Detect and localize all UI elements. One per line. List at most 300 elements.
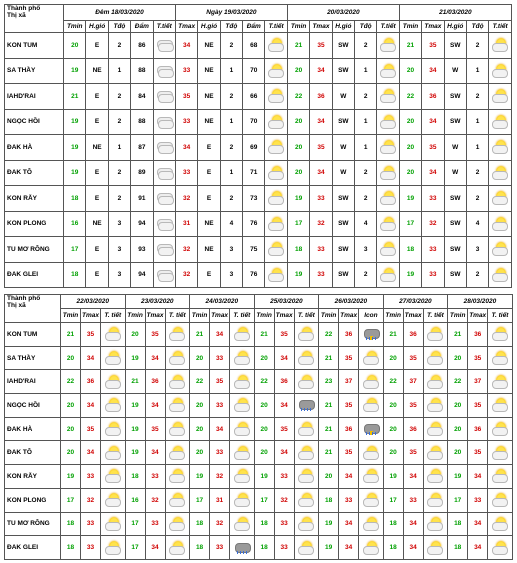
partly-cloudy-icon	[298, 540, 314, 554]
weather-cell	[165, 488, 190, 512]
date-header: 25/03/2020	[254, 295, 319, 309]
weather-cell	[230, 323, 255, 347]
min-temp-cell: 20	[61, 394, 81, 418]
date-header: 22/03/2020	[61, 295, 126, 309]
partly-cloudy-icon	[105, 350, 121, 364]
value-cell: 1	[355, 135, 377, 161]
weather-cell	[294, 488, 319, 512]
partly-cloudy-icon	[298, 350, 314, 364]
weather-cell	[359, 346, 384, 370]
min-temp-cell: 20	[61, 346, 81, 370]
partly-cloudy-icon	[363, 516, 379, 530]
value-cell: 84	[131, 84, 153, 110]
min-temp-cell: 18	[254, 512, 274, 536]
column-header: T. tiết	[230, 309, 255, 323]
column-header: T. tiết	[294, 309, 319, 323]
weather-cell	[423, 512, 448, 536]
partly-cloudy-icon	[169, 397, 185, 411]
value-cell: 71	[243, 160, 265, 186]
weather-cell	[265, 109, 287, 135]
max-temp-cell: 34	[145, 346, 165, 370]
partly-cloudy-icon	[427, 516, 443, 530]
cloudy-night-icon	[156, 37, 172, 51]
city-name: KON RẪY	[5, 465, 61, 489]
weather-cell	[230, 346, 255, 370]
max-temp-cell: 35	[210, 370, 230, 394]
max-temp-cell: 35	[468, 394, 488, 418]
value-cell: 20	[287, 109, 309, 135]
value-cell: 19	[287, 262, 309, 288]
table-row	[5, 135, 512, 161]
weather-cell	[101, 488, 126, 512]
value-cell: 33	[310, 262, 332, 288]
min-temp-cell: 22	[319, 323, 339, 347]
max-temp-cell: 37	[468, 370, 488, 394]
value-cell: 20	[287, 58, 309, 84]
min-temp-cell: 22	[254, 370, 274, 394]
max-temp-cell: 31	[210, 488, 230, 512]
weather-cell	[359, 512, 384, 536]
weather-cell	[488, 417, 513, 441]
max-temp-cell: 34	[210, 417, 230, 441]
weather-cell	[489, 84, 512, 110]
partly-cloudy-icon	[268, 88, 284, 102]
value-cell: W	[444, 135, 466, 161]
weather-cell	[488, 394, 513, 418]
min-temp-cell: 19	[61, 465, 81, 489]
max-temp-cell: 35	[339, 346, 359, 370]
value-cell: 17	[287, 211, 309, 237]
min-temp-cell: 18	[383, 512, 403, 536]
partly-cloudy-icon	[492, 139, 508, 153]
max-temp-cell: 35	[468, 346, 488, 370]
weather-cell	[265, 84, 287, 110]
city-name: TU MƠ RÔNG	[5, 512, 61, 536]
date-header: 23/03/2020	[125, 295, 190, 309]
column-header: Tmin	[319, 309, 339, 323]
value-cell: 20	[399, 109, 421, 135]
value-cell: 34	[175, 33, 197, 59]
value-cell: 18	[399, 237, 421, 263]
value-cell: 2	[108, 84, 130, 110]
max-temp-cell: 37	[339, 370, 359, 394]
value-cell: E	[86, 84, 108, 110]
city-name: TU MƠ RÔNG	[5, 237, 64, 263]
value-cell: 3	[355, 237, 377, 263]
min-temp-cell: 20	[190, 346, 210, 370]
column-header: T. tiết	[101, 309, 126, 323]
weather-cell	[153, 211, 175, 237]
cloudy-night-icon	[156, 114, 172, 128]
value-cell: W	[332, 84, 354, 110]
value-cell: 1	[466, 135, 488, 161]
partly-cloudy-icon	[492, 516, 508, 530]
max-temp-cell: 34	[274, 346, 294, 370]
partly-cloudy-icon	[268, 216, 284, 230]
min-temp-cell: 20	[319, 465, 339, 489]
min-temp-cell: 20	[383, 441, 403, 465]
min-temp-cell: 21	[319, 441, 339, 465]
partly-cloudy-icon	[363, 374, 379, 388]
weather-cell	[153, 186, 175, 212]
city-name: ĐAK TÔ	[5, 160, 64, 186]
weather-cell	[377, 211, 399, 237]
value-cell: NE	[198, 58, 220, 84]
value-cell: SW	[444, 84, 466, 110]
table-row	[5, 323, 513, 347]
value-cell: 36	[310, 84, 332, 110]
min-temp-cell: 20	[190, 441, 210, 465]
weather-cell	[488, 346, 513, 370]
min-temp-cell: 23	[319, 370, 339, 394]
weather-cell	[101, 346, 126, 370]
partly-cloudy-icon	[427, 468, 443, 482]
value-cell: SW	[332, 237, 354, 263]
city-name: KON TUM	[5, 33, 64, 59]
weather-cell	[153, 237, 175, 263]
max-temp-cell: 34	[339, 512, 359, 536]
value-cell: SW	[444, 262, 466, 288]
column-header: Tmin	[287, 21, 309, 33]
min-temp-cell: 22	[383, 370, 403, 394]
weather-cell	[377, 84, 399, 110]
city-name: ĐAK HÀ	[5, 135, 64, 161]
min-temp-cell: 19	[448, 465, 468, 489]
table-row	[5, 370, 513, 394]
partly-cloudy-icon	[380, 241, 396, 255]
value-cell: 4	[355, 211, 377, 237]
city-name: ĐAK TÔ	[5, 441, 61, 465]
column-header: Tmin	[254, 309, 274, 323]
column-header: Tmin	[190, 309, 210, 323]
partly-cloudy-icon	[268, 114, 284, 128]
value-cell: 19	[399, 262, 421, 288]
max-temp-cell: 34	[145, 536, 165, 560]
column-header: Tmax	[339, 309, 359, 323]
city-name: KON PLONG	[5, 488, 61, 512]
weather-cell	[101, 512, 126, 536]
max-temp-cell: 34	[145, 441, 165, 465]
min-temp-cell: 19	[125, 394, 145, 418]
column-header: Tmax	[468, 309, 488, 323]
period-header: 21/03/2020	[399, 5, 511, 21]
value-cell: E	[86, 237, 108, 263]
weather-cell	[153, 58, 175, 84]
value-cell: 19	[287, 186, 309, 212]
weather-cell	[101, 536, 126, 560]
weather-cell	[294, 394, 319, 418]
value-cell: 3	[108, 262, 130, 288]
weather-cell	[377, 58, 399, 84]
value-cell: 21	[399, 33, 421, 59]
min-temp-cell: 19	[383, 465, 403, 489]
partly-cloudy-icon	[298, 421, 314, 435]
min-temp-cell: 20	[254, 394, 274, 418]
partly-cloudy-icon	[268, 165, 284, 179]
value-cell: 1	[220, 160, 242, 186]
min-temp-cell: 19	[125, 346, 145, 370]
min-temp-cell: 22	[61, 370, 81, 394]
value-cell: 1	[220, 109, 242, 135]
max-temp-cell: 34	[403, 465, 423, 489]
weather-cell	[294, 441, 319, 465]
city-name: ĐAK HÀ	[5, 417, 61, 441]
value-cell: SW	[332, 262, 354, 288]
value-cell: 88	[131, 58, 153, 84]
partly-cloudy-icon	[169, 516, 185, 530]
weather-cell	[489, 211, 512, 237]
weather-cell	[265, 58, 287, 84]
weather-cell	[294, 323, 319, 347]
value-cell: 4	[220, 211, 242, 237]
city-name: ĐAK GLEI	[5, 262, 64, 288]
value-cell: 2	[220, 135, 242, 161]
partly-cloudy-icon	[427, 445, 443, 459]
max-temp-cell: 35	[403, 441, 423, 465]
weather-cell	[230, 465, 255, 489]
value-cell: NE	[86, 58, 108, 84]
max-temp-cell: 34	[403, 512, 423, 536]
min-temp-cell: 19	[319, 512, 339, 536]
weather-cell	[359, 488, 384, 512]
value-cell: 87	[131, 135, 153, 161]
partly-cloudy-icon	[380, 114, 396, 128]
city-name: IAHD'RAI	[5, 370, 61, 394]
partly-cloudy-icon	[427, 492, 443, 506]
weather-cell	[265, 135, 287, 161]
max-temp-cell: 34	[81, 441, 101, 465]
weather-cell	[165, 370, 190, 394]
partly-cloudy-icon	[298, 445, 314, 459]
value-cell: 2	[108, 186, 130, 212]
max-temp-cell: 34	[81, 394, 101, 418]
column-header: Đẩm	[243, 21, 265, 33]
partly-cloudy-icon	[298, 492, 314, 506]
table-row	[5, 465, 513, 489]
partly-cloudy-icon	[268, 190, 284, 204]
value-cell: 32	[422, 211, 444, 237]
value-cell: SW	[444, 109, 466, 135]
thunderstorm-icon	[363, 421, 379, 435]
table-row	[5, 109, 512, 135]
weather-cell	[488, 465, 513, 489]
value-cell: E	[198, 262, 220, 288]
weather-cell	[488, 536, 513, 560]
min-temp-cell: 20	[448, 394, 468, 418]
value-cell: 18	[287, 237, 309, 263]
min-temp-cell: 22	[448, 370, 468, 394]
partly-cloudy-icon	[169, 350, 185, 364]
column-header: Tđộ	[220, 21, 242, 33]
min-temp-cell: 19	[254, 465, 274, 489]
weather-cell	[165, 441, 190, 465]
weather-cell	[294, 465, 319, 489]
max-temp-cell: 33	[210, 346, 230, 370]
value-cell: 20	[287, 135, 309, 161]
cloudy-night-icon	[156, 190, 172, 204]
max-temp-cell: 35	[274, 417, 294, 441]
column-header: T. tiết	[488, 309, 513, 323]
partly-cloudy-icon	[427, 350, 443, 364]
weather-cell	[377, 262, 399, 288]
value-cell: 76	[243, 211, 265, 237]
value-cell: E	[198, 160, 220, 186]
min-temp-cell: 20	[190, 417, 210, 441]
weather-cell	[153, 109, 175, 135]
city-header: Thành phố Thị xã	[5, 295, 61, 323]
max-temp-cell: 34	[339, 465, 359, 489]
partly-cloudy-icon	[492, 190, 508, 204]
column-header: T.tiết	[265, 21, 287, 33]
column-header: Tmax	[403, 309, 423, 323]
value-cell: SW	[332, 33, 354, 59]
value-cell: SW	[332, 58, 354, 84]
value-cell: E	[86, 186, 108, 212]
weather-cell	[423, 536, 448, 560]
value-cell: 1	[466, 58, 488, 84]
min-temp-cell: 21	[319, 394, 339, 418]
date-header: 26/03/2020	[319, 295, 384, 309]
partly-cloudy-icon	[492, 374, 508, 388]
min-temp-cell: 20	[61, 417, 81, 441]
weather-cell	[423, 441, 448, 465]
max-temp-cell: 33	[274, 512, 294, 536]
value-cell: 3	[108, 237, 130, 263]
value-cell: NE	[86, 211, 108, 237]
column-header: Tmin	[61, 309, 81, 323]
min-temp-cell: 20	[448, 346, 468, 370]
min-temp-cell: 20	[448, 441, 468, 465]
min-temp-cell: 17	[254, 488, 274, 512]
partly-cloudy-icon	[492, 468, 508, 482]
weather-cell	[489, 135, 512, 161]
max-temp-cell: 32	[274, 488, 294, 512]
partly-cloudy-icon	[427, 421, 443, 435]
max-temp-cell: 37	[403, 370, 423, 394]
value-cell: 19	[399, 186, 421, 212]
partly-cloudy-icon	[169, 445, 185, 459]
value-cell: 1	[355, 109, 377, 135]
weather-cell	[489, 160, 512, 186]
min-temp-cell: 21	[448, 323, 468, 347]
weather-cell	[165, 536, 190, 560]
partly-cloudy-icon	[298, 516, 314, 530]
max-temp-cell: 36	[403, 323, 423, 347]
value-cell: 35	[310, 135, 332, 161]
value-cell: 32	[310, 211, 332, 237]
weather-cell	[423, 323, 448, 347]
period-header: Ngày 19/03/2020	[175, 5, 287, 21]
partly-cloudy-icon	[234, 492, 250, 506]
max-temp-cell: 36	[468, 323, 488, 347]
value-cell: 31	[175, 211, 197, 237]
value-cell: 2	[220, 186, 242, 212]
min-temp-cell: 20	[254, 441, 274, 465]
max-temp-cell: 34	[468, 536, 488, 560]
value-cell: W	[332, 160, 354, 186]
column-header: H.gió	[86, 21, 108, 33]
max-temp-cell: 33	[210, 536, 230, 560]
min-temp-cell: 17	[61, 488, 81, 512]
partly-cloudy-icon	[268, 267, 284, 281]
weather-cell	[359, 370, 384, 394]
partly-cloudy-icon	[380, 37, 396, 51]
max-temp-cell: 35	[81, 417, 101, 441]
date-header: 27/03/2020	[383, 295, 448, 309]
partly-cloudy-icon	[363, 540, 379, 554]
value-cell: 3	[220, 262, 242, 288]
period-header: Đêm 18/03/2020	[64, 5, 176, 21]
min-temp-cell: 21	[254, 323, 274, 347]
value-cell: 20	[287, 160, 309, 186]
weather-cell	[489, 58, 512, 84]
weather-cell	[489, 262, 512, 288]
table-row	[5, 58, 512, 84]
column-header: H.gió	[198, 21, 220, 33]
column-header: T.tiết	[153, 21, 175, 33]
value-cell: 19	[64, 58, 86, 84]
partly-cloudy-icon	[234, 397, 250, 411]
value-cell: SW	[444, 186, 466, 212]
weather-cell	[423, 346, 448, 370]
partly-cloudy-icon	[492, 37, 508, 51]
value-cell: 1	[355, 58, 377, 84]
weather-cell	[488, 488, 513, 512]
max-temp-cell: 36	[339, 417, 359, 441]
min-temp-cell: 17	[125, 536, 145, 560]
max-temp-cell: 33	[274, 536, 294, 560]
weather-cell	[230, 488, 255, 512]
value-cell: 75	[243, 237, 265, 263]
min-temp-cell: 21	[319, 417, 339, 441]
partly-cloudy-icon	[427, 374, 443, 388]
max-temp-cell: 34	[145, 394, 165, 418]
weather-cell	[294, 417, 319, 441]
value-cell: 32	[175, 237, 197, 263]
max-temp-cell: 32	[81, 488, 101, 512]
weather-cell	[423, 417, 448, 441]
value-cell: 36	[422, 84, 444, 110]
value-cell: 73	[243, 186, 265, 212]
period-header: 20/03/2020	[287, 5, 399, 21]
weather-cell	[294, 536, 319, 560]
value-cell: NE	[86, 135, 108, 161]
value-cell: 2	[466, 262, 488, 288]
partly-cloudy-icon	[105, 374, 121, 388]
value-cell: 21	[287, 33, 309, 59]
value-cell: 2	[355, 262, 377, 288]
value-cell: 20	[399, 160, 421, 186]
value-cell: 3	[108, 211, 130, 237]
column-header: Tmax	[175, 21, 197, 33]
max-temp-cell: 33	[403, 488, 423, 512]
min-temp-cell: 18	[448, 512, 468, 536]
partly-cloudy-icon	[298, 468, 314, 482]
city-name: SA THẦY	[5, 58, 64, 84]
column-header: Icon	[359, 309, 384, 323]
min-temp-cell: 19	[125, 441, 145, 465]
weather-cell	[359, 394, 384, 418]
weather-cell	[489, 186, 512, 212]
value-cell: 68	[243, 33, 265, 59]
value-cell: SW	[332, 186, 354, 212]
column-header: Tmax	[274, 309, 294, 323]
weather-cell	[265, 262, 287, 288]
max-temp-cell: 33	[145, 465, 165, 489]
value-cell: 3	[466, 237, 488, 263]
table-row	[5, 211, 512, 237]
weather-cell	[359, 323, 384, 347]
